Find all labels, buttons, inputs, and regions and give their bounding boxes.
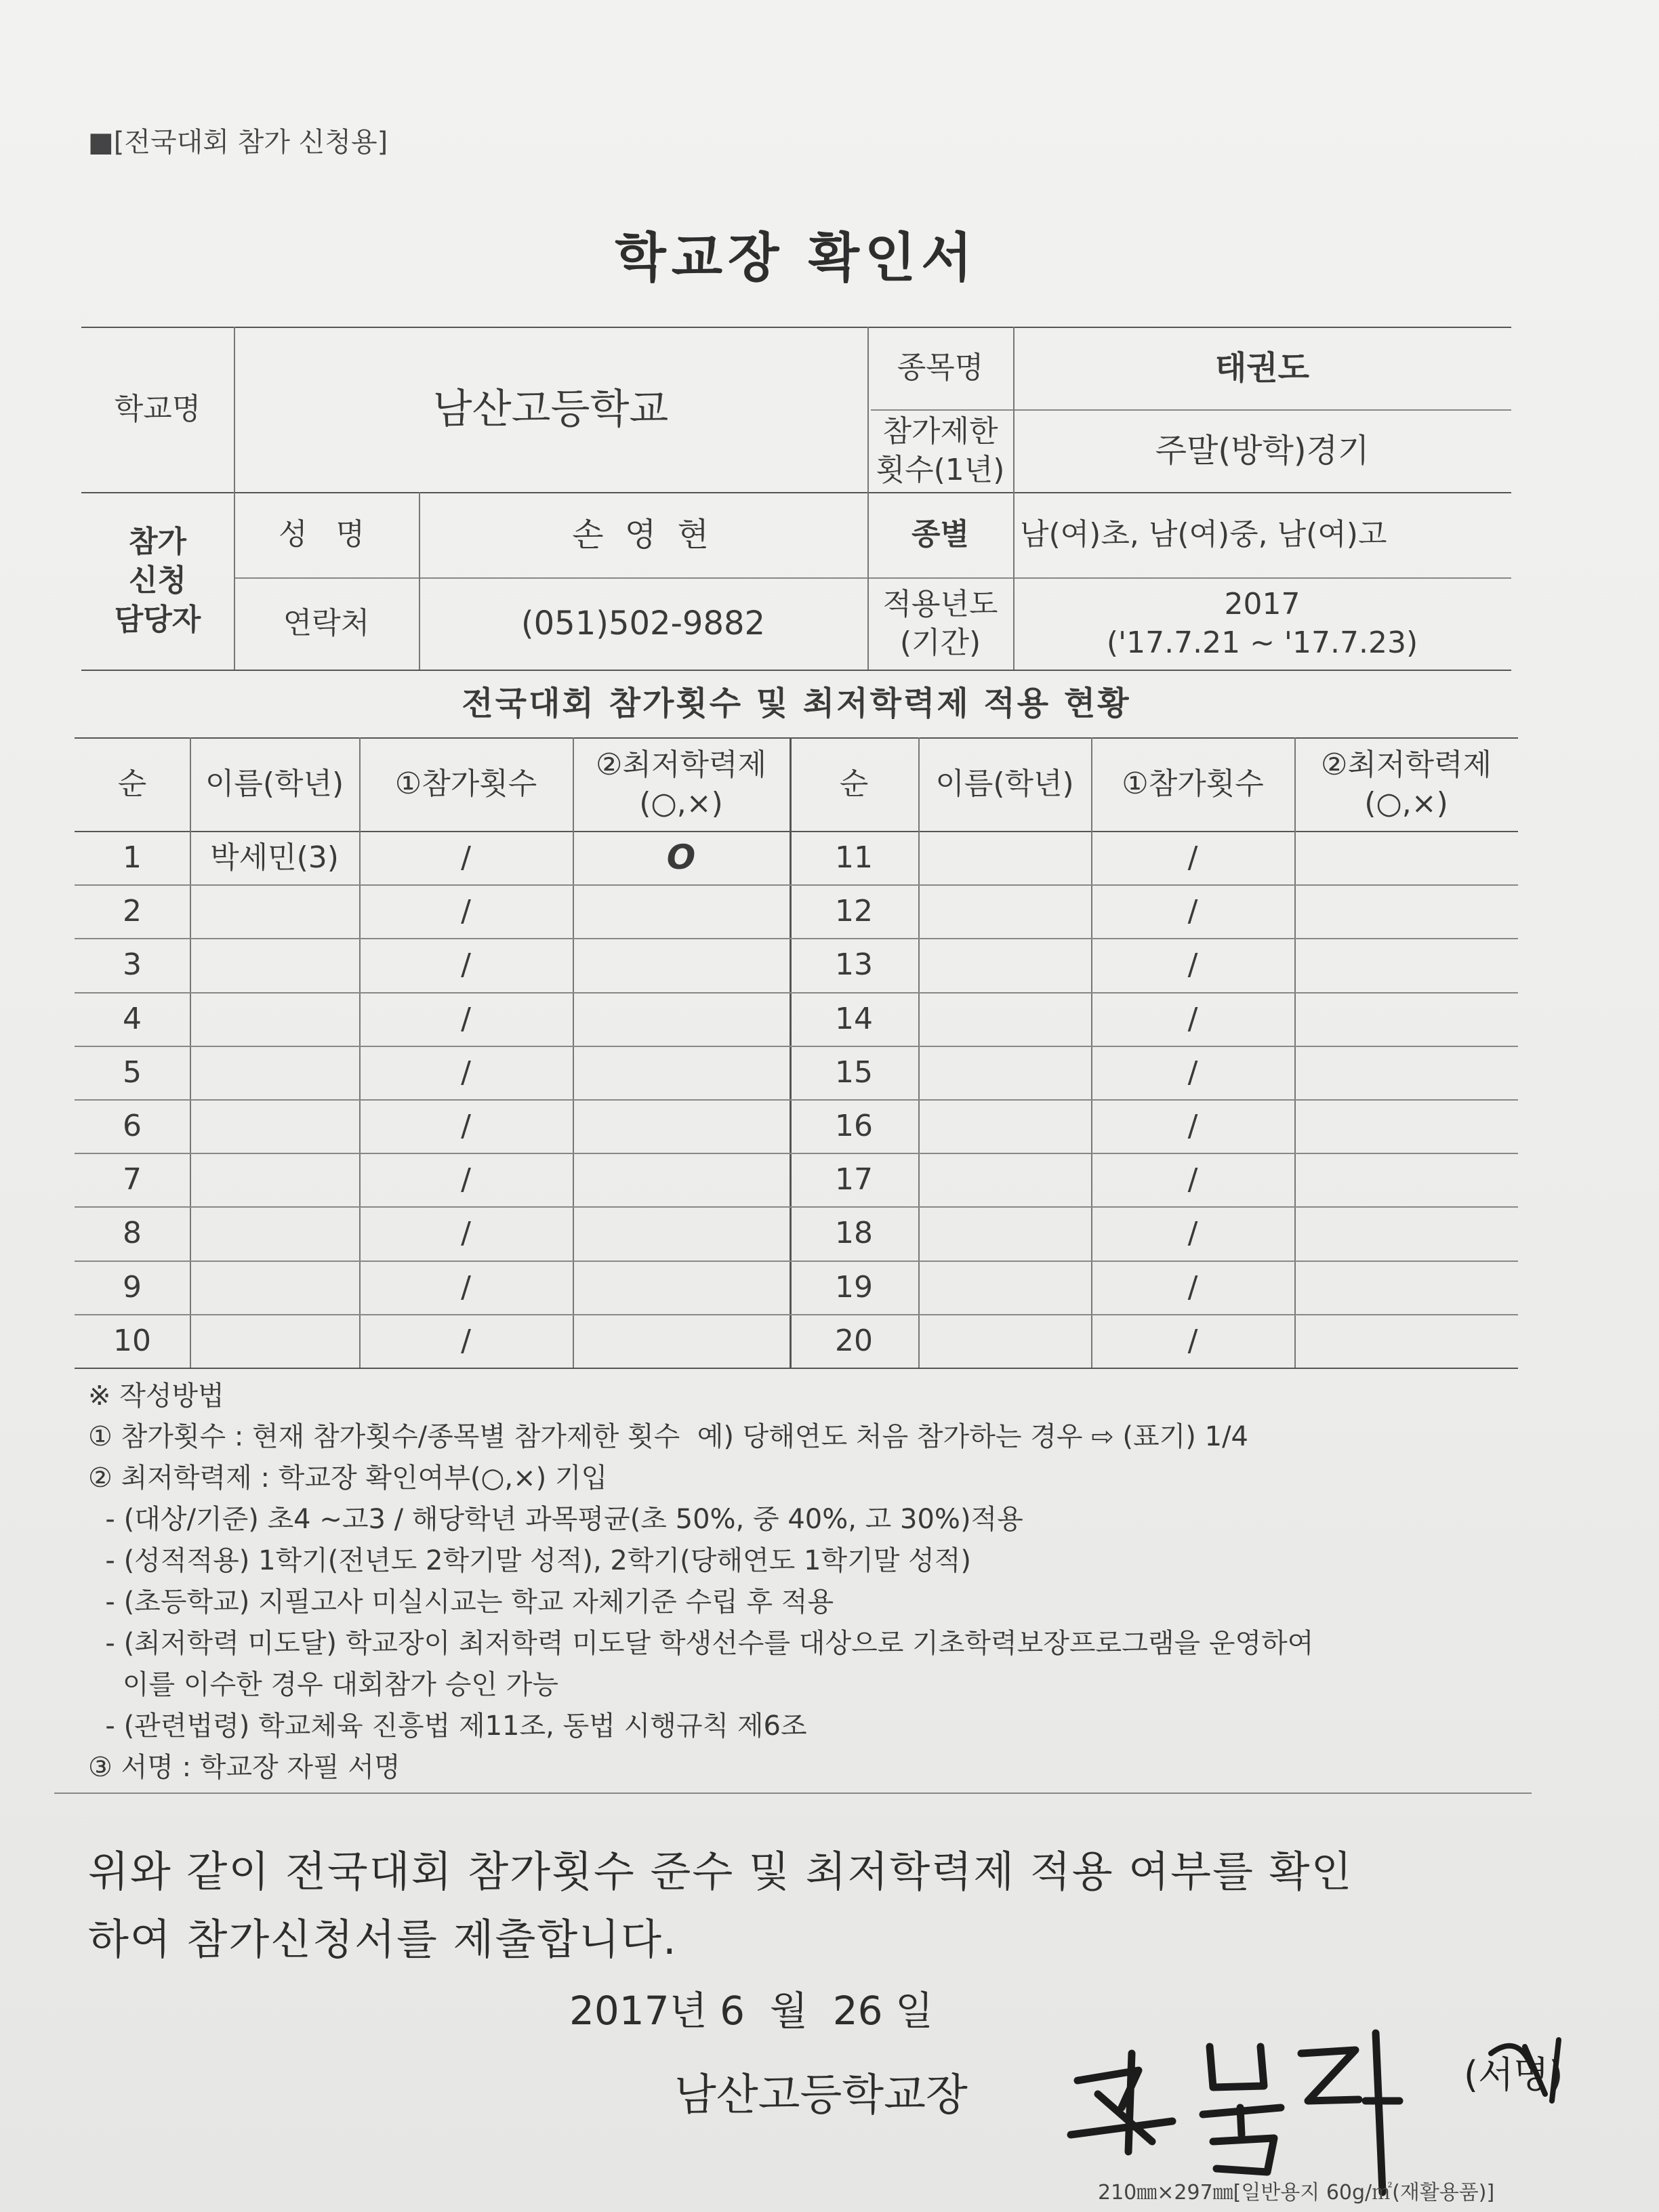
table-cell-no: 6	[123, 1109, 142, 1143]
table-cell-min	[573, 1099, 790, 1153]
table-cell-no: 12	[835, 894, 873, 929]
table-cell-min	[1294, 831, 1518, 884]
table-cell-count: /	[1187, 894, 1198, 929]
applicable-year: 2017	[1224, 586, 1300, 621]
instruction-line: - (대상/기준) 초4 ~고3 / 해당학년 과목평균(초 50%, 중 40%, 고 30%)적용	[88, 1504, 1023, 1535]
table-cell-no: 11	[835, 840, 873, 875]
table-cell-no: 18	[835, 1216, 873, 1251]
confirmation-line-2: 하여 참가신청서를 제출합니다.	[88, 1914, 678, 1964]
participation-limit-label	[867, 409, 1013, 492]
table-cell-no: 19	[835, 1269, 873, 1305]
applicable-year-label-line2: (기간)	[899, 626, 981, 660]
table-cell-no: 20	[835, 1323, 873, 1358]
table-cell-min	[573, 992, 790, 1046]
event-label: 종목명	[897, 350, 984, 386]
table-cell-name	[918, 992, 1091, 1046]
table-cell-count: /	[461, 947, 471, 983]
table-cell-name	[918, 938, 1091, 991]
table-cell-no: 17	[835, 1162, 873, 1197]
table-cell-name	[190, 1046, 359, 1099]
table-cell-name	[918, 1261, 1091, 1314]
header-count: ①참가횟수	[394, 766, 537, 802]
header-min-achievement-min-line1: ②최저학력제	[596, 747, 766, 782]
table-cell-no: 8	[123, 1216, 142, 1251]
table-cell-name	[918, 1046, 1091, 1099]
table-cell-count: /	[461, 894, 471, 929]
table-cell-count: /	[461, 1216, 471, 1251]
table-cell-count: /	[1187, 1001, 1198, 1036]
applicable-year-label	[867, 577, 1013, 670]
category-label: 종별	[911, 517, 969, 552]
table-cell-min	[573, 1206, 790, 1260]
instruction-line: ① 참가횟수 : 현재 참가횟수/종목별 참가제한 횟수 예) 당해연도 처음 참가하는 경우 ⇨ (표기) 1/4	[88, 1421, 1249, 1452]
table-cell-count: /	[1187, 1269, 1198, 1305]
table-cell-min	[573, 1314, 790, 1368]
table-cell-name	[918, 1099, 1091, 1153]
table-cell-count: /	[1187, 1216, 1198, 1251]
table-cell-no: 2	[123, 894, 142, 929]
applicable-year-label-line1: 적용년도	[882, 586, 998, 621]
table-cell-name	[918, 1206, 1091, 1260]
table-cell-count: /	[461, 1109, 471, 1143]
instruction-line: ③ 서명 : 학교장 자필 서명	[88, 1752, 401, 1783]
confirmation-line-1: 위와 같이 전국대회 참가횟수 준수 및 최저학력제 적용 여부를 확인	[88, 1847, 1353, 1896]
participation-limit-value: 주말(방학)경기	[1155, 431, 1370, 470]
table-cell-count: /	[461, 1054, 471, 1090]
table-cell-min	[1294, 938, 1518, 991]
table-cell-min	[573, 884, 790, 938]
table-cell-no: 15	[835, 1054, 873, 1090]
table-cell-no: 9	[123, 1269, 142, 1305]
table-cell-min	[1294, 1206, 1518, 1260]
applicant-label	[81, 492, 234, 670]
name-label: 성 명	[279, 517, 374, 552]
table-cell-count: /	[461, 1323, 471, 1358]
table-cell-min	[1294, 1099, 1518, 1153]
name-value: 손 영 현	[572, 515, 714, 554]
table-cell-min	[1294, 1261, 1518, 1314]
header-name: 이름(학년)	[935, 766, 1074, 802]
header-no: 순	[839, 766, 869, 802]
table-cell-name	[918, 831, 1091, 884]
table-cell-no: 3	[123, 947, 142, 983]
form-type-tag: ■[전국대회 참가 신청용]	[88, 127, 388, 158]
table-cell-count: /	[461, 1269, 471, 1305]
instruction-line: - (초등학교) 지필고사 미실시교는 학교 자체기준 수립 후 적용	[88, 1586, 834, 1618]
instructions-heading: ※ 작성방법	[88, 1380, 224, 1412]
table-cell-min	[1294, 884, 1518, 938]
header-min-achievement	[1294, 737, 1518, 831]
table-cell-min	[1294, 1314, 1518, 1368]
table-cell-count: /	[1187, 947, 1198, 983]
table-cell-name	[190, 1153, 359, 1206]
table-cell-count: /	[1187, 1162, 1198, 1197]
table-cell-no: 4	[123, 1001, 142, 1036]
table-cell-name	[918, 884, 1091, 938]
table-cell-no: 10	[113, 1323, 151, 1358]
table-cell-name	[190, 1099, 359, 1153]
contact-label: 연락처	[283, 606, 370, 641]
table-cell-name	[190, 992, 359, 1046]
table-cell-count: /	[1187, 1323, 1198, 1358]
table-cell-name	[190, 938, 359, 991]
document-title: 학교장 확인서	[615, 228, 978, 289]
section-title: 전국대회 참가횟수 및 최저학력제 적용 현황	[462, 684, 1131, 722]
participation-limit-label-line1: 참가제한	[882, 413, 998, 449]
table-cell-name	[190, 1261, 359, 1314]
table-cell-no: 16	[835, 1109, 873, 1143]
category-value: 남(여)초, 남(여)중, 남(여)고	[1020, 517, 1387, 552]
header-min-achievement-min-line1: ②최저학력제	[1321, 747, 1492, 782]
applicant-label-line2: 신청	[128, 563, 186, 598]
table-cell-min	[573, 1153, 790, 1206]
applicant-label-line1: 참가	[128, 525, 186, 560]
signature-suffix: (서명)	[1464, 2053, 1563, 2096]
table-cell-min	[1294, 992, 1518, 1046]
instruction-line: 이를 이수한 경우 대회참가 승인 가능	[88, 1669, 559, 1700]
table-cell-count: /	[1187, 1109, 1198, 1143]
header-min-achievement-min-line2: (○,×)	[1364, 786, 1448, 821]
participation-limit-label-line2: 횟수(1년)	[876, 453, 1005, 487]
table-cell-min	[573, 1046, 790, 1099]
event-value: 태권도	[1214, 348, 1310, 387]
instruction-line: - (최저학력 미도달) 학교장이 최저학력 미도달 학생선수를 대상으로 기초학력보장프로그램을 운영하여	[88, 1628, 1314, 1659]
table-cell-name	[918, 1153, 1091, 1206]
table-cell-count: /	[1187, 840, 1198, 875]
school-name-value: 남산고등학교	[432, 386, 669, 433]
table-cell-no: 14	[835, 1001, 873, 1036]
applicable-period: ('17.7.21 ~ '17.7.23)	[1106, 626, 1418, 660]
principal-title: 남산고등학교장	[674, 2070, 968, 2121]
table-cell-min	[1294, 1046, 1518, 1099]
table-cell-name	[190, 1314, 359, 1368]
instruction-line: - (관련법령) 학교체육 진흥법 제11조, 동법 시행규칙 제6조	[88, 1711, 807, 1742]
table-cell-no: 1	[123, 840, 142, 875]
applicant-label-line3: 담당자	[114, 602, 201, 637]
table-cell-min	[573, 938, 790, 991]
applicable-year-value	[1013, 577, 1511, 670]
header-count: ①참가횟수	[1122, 766, 1264, 802]
table-cell-count: /	[1187, 1054, 1198, 1090]
table-cell-count: /	[461, 1001, 471, 1036]
school-name-label: 학교명	[114, 392, 201, 427]
table-cell-min: O	[666, 838, 696, 878]
table-cell-no: 13	[835, 947, 873, 983]
paper-spec-footer: 210㎜×297㎜[일반용지 60g/㎡(재활용품)]	[1098, 2181, 1495, 2205]
table-cell-count: /	[461, 1162, 471, 1197]
header-min-achievement-min-line2: (○,×)	[639, 786, 723, 821]
contact-value: (051)502-9882	[520, 604, 766, 642]
instruction-line: - (성적적용) 1학기(전년도 2학기말 성적), 2학기(당해연도 1학기말 성적)	[88, 1545, 972, 1576]
table-cell-no: 5	[123, 1054, 142, 1090]
header-no: 순	[117, 766, 147, 802]
header-min-achievement	[573, 737, 790, 831]
table-cell-name: 박세민(3)	[210, 840, 339, 875]
table-cell-name	[190, 884, 359, 938]
instruction-line: ② 최저학력제 : 학교장 확인여부(○,×) 기입	[88, 1462, 608, 1494]
table-cell-name	[918, 1314, 1091, 1368]
table-cell-min	[1294, 1153, 1518, 1206]
table-cell-name	[190, 1206, 359, 1260]
table-cell-count: /	[461, 840, 471, 875]
table-cell-min	[573, 1261, 790, 1314]
submission-date: 2017년 6 월 26 일	[569, 1988, 934, 2034]
table-cell-no: 7	[123, 1162, 142, 1197]
header-name: 이름(학년)	[205, 766, 344, 802]
